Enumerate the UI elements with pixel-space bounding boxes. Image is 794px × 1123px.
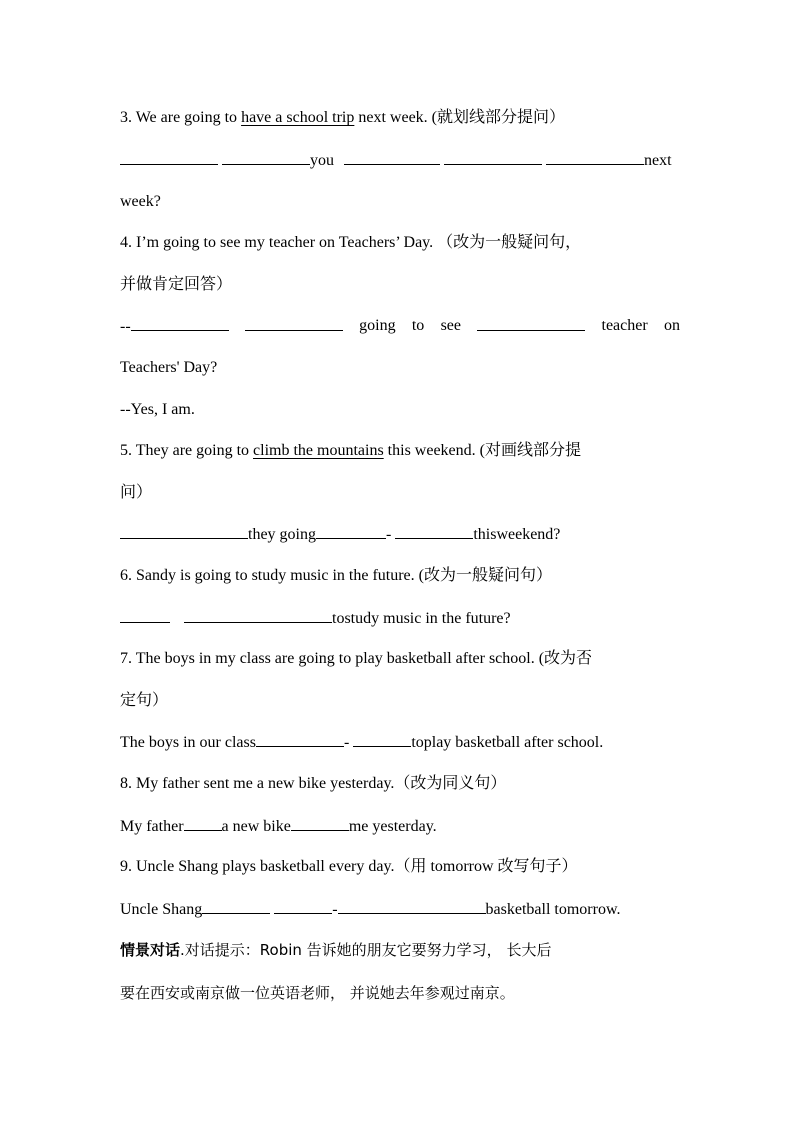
q4-word-teacher: teacher xyxy=(601,317,648,334)
q5-blank-1[interactable] xyxy=(120,524,248,539)
q8-lead: My father xyxy=(120,818,184,835)
q3-blank-1[interactable] xyxy=(120,150,218,165)
q4-word-see: see xyxy=(440,317,461,334)
q6-question: 6. Sandy is going to study music in the future. (改为一般疑问句） xyxy=(120,567,552,584)
q8-question: 8. My father sent me a new bike yesterday.（改为同义句） xyxy=(120,775,507,792)
q5-instruction: 问） xyxy=(120,484,153,501)
q3-underlined: have a school trip xyxy=(241,109,355,126)
q6-fill-line xyxy=(120,608,680,629)
q5-underlined: climb the mountains xyxy=(253,442,384,459)
q3-line xyxy=(120,108,680,128)
q3-word-next: next xyxy=(644,152,672,169)
q4-fill-line xyxy=(120,316,680,337)
q7-question: 7. The boys in my class are going to play basketball after school. (改为否 xyxy=(120,650,593,667)
q5-they-going: they going xyxy=(248,526,316,543)
q5-dash: - xyxy=(386,526,392,543)
q9-dash: - xyxy=(332,901,338,918)
q8-mid: a new bike xyxy=(221,818,291,835)
q5-blank-2[interactable] xyxy=(316,524,386,539)
q6-blank-2[interactable] xyxy=(184,608,332,623)
q9-blank-3[interactable] xyxy=(338,899,486,914)
q3-blank-3[interactable] xyxy=(344,150,440,165)
q6-tail: tostudy music in the future? xyxy=(332,610,511,627)
q5-line xyxy=(120,441,680,461)
q6-blank-1[interactable] xyxy=(120,608,170,623)
q5-fill-line xyxy=(120,524,680,545)
dialog-prompt-2: 要在西安或南京做一位英语老师， 并说她去年参观过南京。 xyxy=(120,984,515,1002)
q7-blank-1[interactable] xyxy=(256,732,344,747)
q5-prefix: 5. They are going to xyxy=(120,442,254,459)
q7-instruction: 定句） xyxy=(120,692,169,709)
q3-blank-5[interactable] xyxy=(546,150,644,165)
q7-blank-2[interactable] xyxy=(353,732,411,747)
q7-tail: toplay basketball after school. xyxy=(411,734,604,751)
q9-blank-1[interactable] xyxy=(202,899,270,914)
q7-dash: - xyxy=(343,734,350,751)
q7-fill-line xyxy=(120,732,680,753)
q4-blank-2[interactable] xyxy=(245,316,343,331)
dialog-prompt-1: .对话提示：Robin 告诉她的朋友它要努力学习， 长大后 xyxy=(180,941,552,959)
q3-word-you: you xyxy=(310,152,334,169)
q3-fill-line xyxy=(120,150,680,171)
q4-word-on: on xyxy=(663,317,680,334)
q5-suffix: this weekend. (对画线部分提 xyxy=(383,442,581,459)
dialog-line-1 xyxy=(120,940,680,960)
q9-fill-line xyxy=(120,899,680,920)
q3-blank-4[interactable] xyxy=(444,150,542,165)
q4-blank-3[interactable] xyxy=(477,316,585,331)
q4-word-to: to xyxy=(411,317,425,334)
dialog-title: 情景对话 xyxy=(120,941,181,959)
q8-fill-line xyxy=(120,816,680,837)
q5-blank-3[interactable] xyxy=(395,524,473,539)
q3-blank-2[interactable] xyxy=(222,150,310,165)
q9-blank-2[interactable] xyxy=(274,899,332,914)
q4-question: 4. I’m going to see my teacher on Teachers’ Day. （改为一般疑问句， xyxy=(120,234,582,251)
q7-lead: The boys in our class xyxy=(120,734,256,751)
q8-blank-1[interactable] xyxy=(184,816,222,831)
q5-this-weekend: thisweekend? xyxy=(473,526,561,543)
q4-answer: --Yes, I am. xyxy=(120,401,195,418)
q3-prefix: 3. We are going to xyxy=(120,109,242,126)
q4-instruction: 并做肯定回答） xyxy=(120,276,233,293)
q4-continuation: Teachers' Day? xyxy=(120,359,218,376)
q4-dash: -- xyxy=(120,318,131,335)
q4-blank-1[interactable] xyxy=(131,316,229,331)
q9-lead: Uncle Shang xyxy=(120,901,203,918)
q8-blank-2[interactable] xyxy=(291,816,349,831)
q8-tail: me yesterday. xyxy=(348,818,437,835)
q3-continuation: week? xyxy=(120,193,161,210)
q3-suffix: next week. (就划线部分提问） xyxy=(354,109,565,126)
q9-tail: basketball tomorrow. xyxy=(485,901,621,918)
q9-question: 9. Uncle Shang plays basketball every day.（用 tomorrow 改写句子） xyxy=(120,858,578,875)
q4-word-going: going xyxy=(359,317,396,334)
